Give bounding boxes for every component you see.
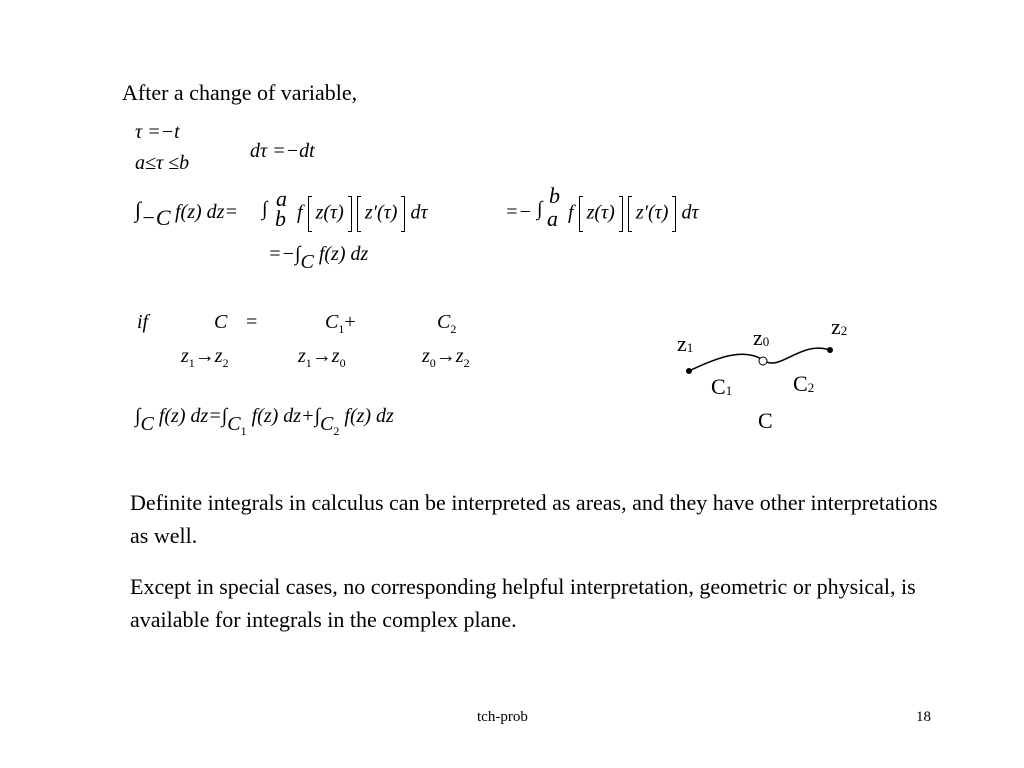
path-z1-to-z2: $z_1\to z_2$ xyxy=(181,345,229,370)
integral-lower-limit: −C xyxy=(141,205,171,230)
sum-integral: ∫C f(z) $dz=\int C_1$ f(z) $dz+\int C_2$ f(z) dz xyxy=(135,405,394,438)
result-body: f(z) dz xyxy=(318,243,369,265)
equals-sign: = xyxy=(246,311,258,333)
label-c1: $C_1$ xyxy=(711,374,733,399)
integrand-1: f z(τ) z′(τ) dτ xyxy=(297,196,428,232)
point-z1 xyxy=(686,368,692,374)
bracket-left xyxy=(628,196,632,232)
z-prime-of-tau: z′(τ) xyxy=(635,201,669,224)
integral-sign: ∫ xyxy=(135,197,142,222)
label-z1: $z_1$ xyxy=(677,331,694,356)
integral-sign: ∫ xyxy=(221,405,228,427)
integrand-2: f z(τ) z′(τ) dτ xyxy=(568,196,699,232)
z-prime-of-tau: z′(τ) xyxy=(364,201,398,224)
d-tau: dτ xyxy=(681,201,699,224)
result-prefix: =− xyxy=(268,243,295,265)
bracket-right xyxy=(401,196,405,232)
c-symbol: C xyxy=(214,311,228,333)
integral-sign: ∫ xyxy=(135,405,141,427)
footer-title: tch-prob xyxy=(477,709,528,725)
integral-change-row xyxy=(135,197,171,230)
bracket-right xyxy=(348,196,352,232)
z-of-tau: z(τ) xyxy=(315,201,344,224)
upper-limit-a: a xyxy=(276,186,287,211)
label-z2: $z_2$ xyxy=(831,314,848,339)
bracket-left xyxy=(357,196,361,232)
paragraph-special-cases: Except in special cases, no corresponding helpful interpretation, geometric or physical, is available for integrals in the complex plane. xyxy=(130,574,916,632)
integral-lhs: f(z) dz= xyxy=(175,201,238,223)
result-sub: C xyxy=(300,251,314,273)
label-c2: $C_2$ xyxy=(793,371,815,396)
lower-limit-a: a xyxy=(547,206,558,231)
intro-text: After a change of variable, xyxy=(122,80,358,105)
path-z1-to-z0: $z_1\to z_0$ xyxy=(298,345,346,370)
integral-sign-2: ∫ xyxy=(262,198,268,220)
differential-equation: dτ =−dt xyxy=(250,140,315,162)
point-z0 xyxy=(759,357,767,365)
lower-limit-b: b xyxy=(275,206,286,231)
integral-sign-3: ∫ xyxy=(537,198,543,220)
paragraph-definite-integrals: Definite integrals in calculus can be interpreted as areas, and they have other interpretations as well. xyxy=(130,490,938,548)
c2-symbol: $C_2$ xyxy=(437,311,457,336)
integral-sign: ∫ xyxy=(314,405,321,427)
label-c: C xyxy=(758,408,773,433)
z-of-tau: z(τ) xyxy=(586,201,615,224)
c1-symbol: $C_1+$ xyxy=(325,311,356,336)
label-z0: $z_0$ xyxy=(753,325,770,350)
bracket-right xyxy=(672,196,676,232)
integral-sign: ∫ xyxy=(295,243,301,265)
bracket-right xyxy=(619,196,623,232)
bracket-left xyxy=(308,196,312,232)
substitution-line-1: τ =−t xyxy=(135,121,180,143)
path-z0-to-z2: $z_0\to z_2$ xyxy=(422,345,470,370)
point-z2 xyxy=(827,347,833,353)
if-label: if xyxy=(137,311,149,333)
substitution-line-2: a≤τ ≤b xyxy=(135,152,190,174)
upper-limit-b: b xyxy=(549,183,560,208)
d-tau: dτ xyxy=(410,201,428,224)
bracket-left xyxy=(579,196,583,232)
equals-minus: =− xyxy=(505,201,532,223)
page-number: 18 xyxy=(916,709,931,725)
integral-result xyxy=(268,243,369,273)
